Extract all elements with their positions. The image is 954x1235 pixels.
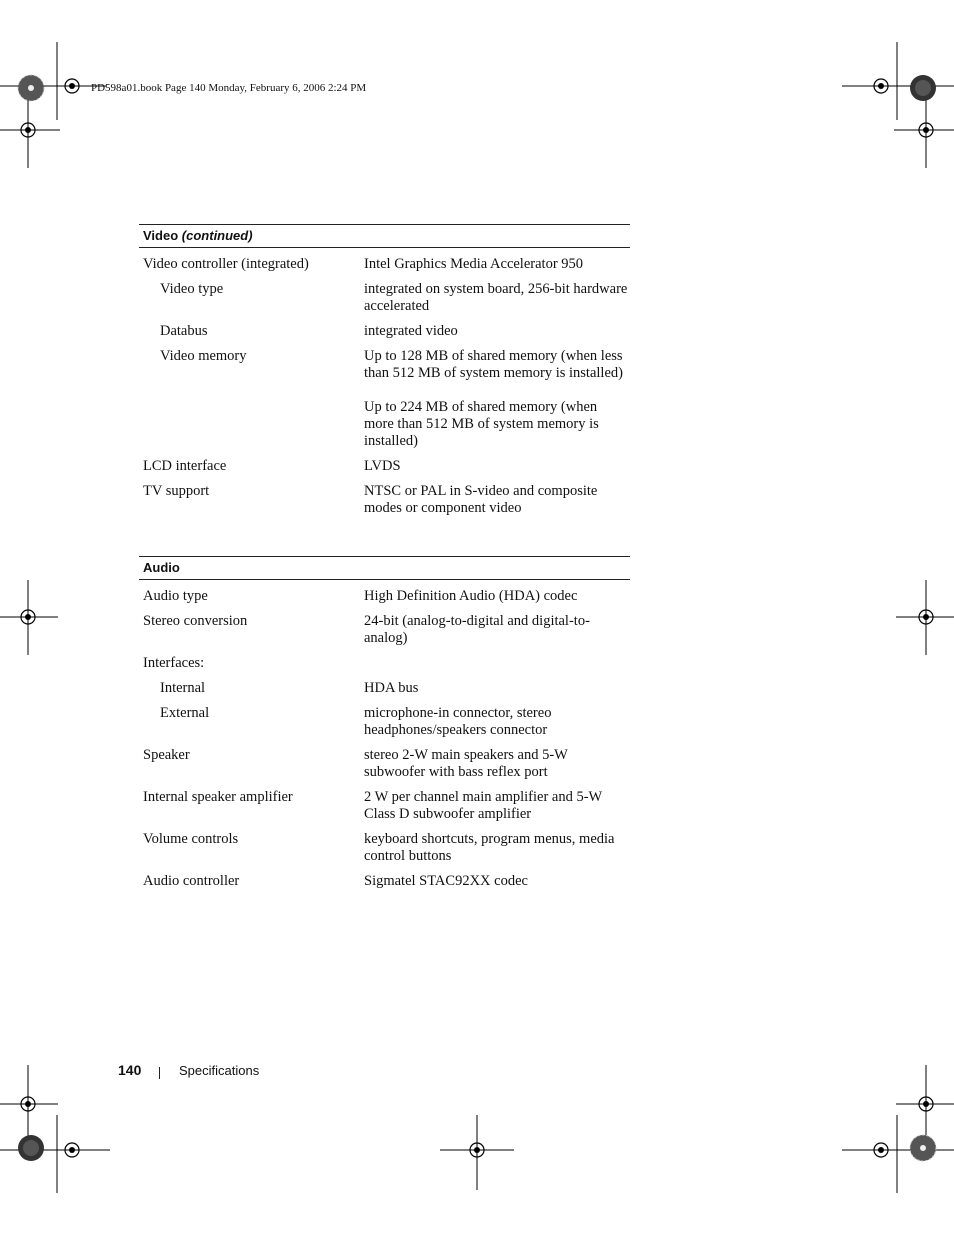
spec-label: Video controller (integrated) [143,256,309,272]
page-number: 140 [118,1062,142,1078]
spec-row [139,483,630,517]
spec-label: Internal [160,680,206,696]
spec-row [139,281,630,315]
spec-value-text: Up to 128 MB of shared memory (when less than 512 MB of system memory is installed) [364,348,623,381]
spec-value [364,747,628,781]
spec-label: Audio type [143,588,208,604]
spec-value-text: integrated video [364,323,458,339]
spec-label: Internal speaker amplifier [143,789,293,805]
spec-row [139,705,630,739]
spec-value [364,613,628,647]
footer-separator [159,1067,160,1079]
spec-row [139,789,630,823]
video-table-header [139,224,630,248]
spec-value-text: microphone-in connector, stereo headphones/speakers connector [364,705,552,738]
spec-value [364,831,628,865]
audio-spec-table [139,556,630,890]
spec-label: Interfaces: [143,655,205,671]
spec-value [364,873,628,890]
video-rows [139,256,630,517]
print-slug-line: PD598a01.book Page 140 Monday, February 6, 2006 2:24 PM [91,82,367,94]
spec-row [139,655,630,672]
spec-value-text: integrated on system board, 256-bit hardware accelerated [364,281,628,314]
spec-label: Stereo conversion [143,613,248,629]
spec-value [364,789,628,823]
spec-value [364,256,628,273]
spec-label: LCD interface [143,458,227,474]
spec-row [139,831,630,865]
spec-value [364,348,628,450]
spec-value [364,281,628,315]
spec-value [364,323,628,340]
spec-value [364,458,628,475]
section-name: Specifications [179,1063,260,1078]
spec-value [364,680,628,697]
spec-value-text: High Definition Audio (HDA) codec [364,588,578,604]
spec-label: Databus [160,323,208,339]
spec-value [364,705,628,739]
spec-row [139,873,630,890]
spec-value-text: 24-bit (analog-to-digital and digital-to-analog) [364,613,590,646]
audio-rows [139,588,630,890]
spec-row [139,747,630,781]
spec-label: Audio controller [143,873,240,889]
spec-value-text: LVDS [364,458,401,474]
spec-label: Video type [160,281,224,297]
spec-label: External [160,705,210,721]
audio-heading: Audio [143,560,180,575]
spec-value [364,483,628,517]
spec-row [139,348,630,450]
spec-label: Video memory [160,348,247,364]
spec-value-text: 2 W per channel main amplifier and 5-W Class D subwoofer amplifier [364,789,602,822]
spec-value-text: Up to 224 MB of shared memory (when more than 512 MB of system memory is installed) [364,399,599,449]
video-heading-continued: (continued) [181,228,253,243]
video-spec-table [139,224,630,517]
video-heading: Video [143,228,179,243]
spec-label: Speaker [143,747,190,763]
spec-value-text: Intel Graphics Media Accelerator 950 [364,256,584,272]
spec-label: TV support [143,483,210,499]
spec-row [139,458,630,475]
spec-label: Volume controls [143,831,239,847]
spec-row [139,323,630,340]
spec-value-text: HDA bus [364,680,419,696]
spec-row [139,588,630,605]
spec-row [139,680,630,697]
audio-table-header [139,556,630,580]
spec-value-text: keyboard shortcuts, program menus, media control buttons [364,831,615,864]
spec-value [364,655,628,672]
spec-row [139,256,630,273]
spec-value-text: stereo 2-W main speakers and 5-W subwoofer with bass reflex port [364,747,568,780]
spec-row [139,613,630,647]
spec-value [364,588,628,605]
spec-value-text: NTSC or PAL in S-video and composite modes or component video [364,483,598,516]
spec-value-text: Sigmatel STAC92XX codec [364,873,528,889]
